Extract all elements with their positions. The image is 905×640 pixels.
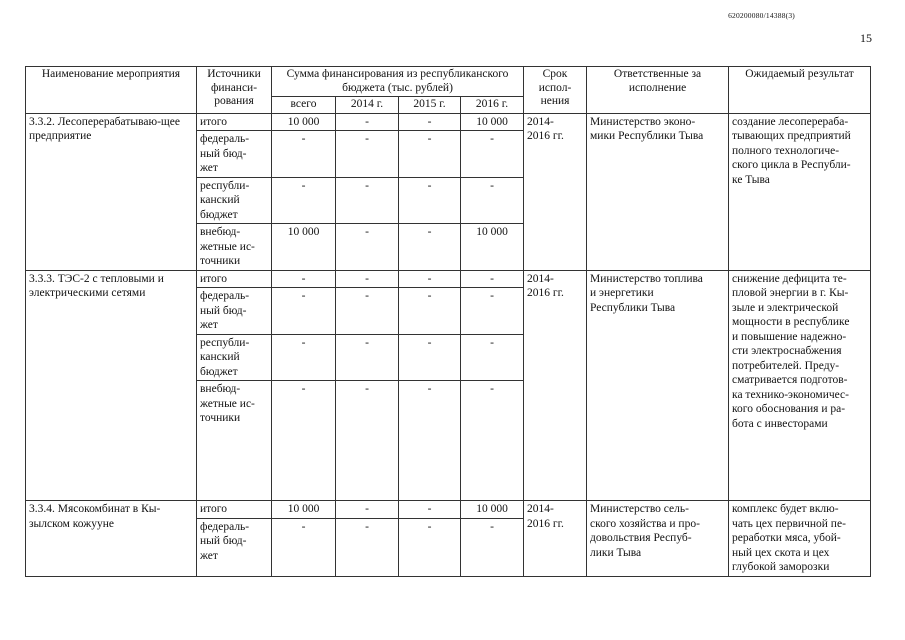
value-cell: - — [399, 501, 461, 519]
result-cell: комплекс будет вклю- чать цех первичной пе- реработки мяса, убой- ный цех скота и цех глубокой заморозки — [729, 501, 871, 577]
source-label: республи- канский бюджет — [197, 177, 272, 224]
measure-name: 3.3.3. ТЭС-2 с тепловыми и электрическими сетями — [26, 270, 197, 501]
source-label: федераль- ный бюд- жет — [197, 288, 272, 335]
source-label: итого — [197, 501, 272, 519]
value-cell: - — [272, 270, 336, 288]
header-result: Ожидаемый результат — [729, 67, 871, 114]
value-cell: - — [461, 177, 524, 224]
value-cell: - — [272, 381, 336, 501]
result-cell: создание лесоперераба- тывающих предприятий полного технологиче- ского цикла в Республи- ке Тыва — [729, 113, 871, 270]
result-cell: снижение дефицита те- пловой энергии в г. Кы- зыле и электрической мощности в республике и повышение надежно- сти электроснабжения потребителей. Преду- сматривается подготов- ка технико-экономичес- кого обоснования и ра- бота с инвесторами — [729, 270, 871, 501]
term-cell: 2014- 2016 гг. — [524, 270, 587, 501]
term-cell: 2014- 2016 гг. — [524, 501, 587, 577]
value-cell: - — [461, 381, 524, 501]
header-2014: 2014 г. — [336, 97, 399, 114]
value-cell: - — [336, 131, 399, 178]
value-cell: - — [461, 131, 524, 178]
source-label: федераль- ный бюд- жет — [197, 131, 272, 178]
value-cell: - — [461, 334, 524, 381]
value-cell: 10 000 — [272, 501, 336, 519]
value-cell: - — [336, 501, 399, 519]
value-cell: - — [399, 113, 461, 131]
value-cell: - — [336, 288, 399, 335]
value-cell: 10 000 — [461, 224, 524, 271]
value-cell: - — [399, 288, 461, 335]
responsible-cell: Министерство сель- ского хозяйства и про- довольствия Респуб- лики Тыва — [587, 501, 729, 577]
value-cell: - — [461, 288, 524, 335]
measure-name: 3.3.4. Мясокомбинат в Кы-зылском кожууне — [26, 501, 197, 577]
header-sources: Источники финанси-рования — [197, 67, 272, 114]
responsible-cell: Министерство топлива и энергетики Республики Тыва — [587, 270, 729, 501]
source-label: внебюд- жетные ис- точники — [197, 224, 272, 271]
source-label: внебюд- жетные ис- точники — [197, 381, 272, 501]
value-cell: 10 000 — [461, 501, 524, 519]
value-cell: - — [461, 518, 524, 576]
value-cell: - — [272, 518, 336, 576]
document-code: 620200080/14388(3) — [728, 11, 795, 20]
value-cell: - — [336, 334, 399, 381]
header-sum-group: Сумма финансирования из республиканского бюджета (тыс. рублей) — [272, 67, 524, 97]
source-label: республи- канский бюджет — [197, 334, 272, 381]
value-cell: - — [399, 334, 461, 381]
header-total: всего — [272, 97, 336, 114]
table-row — [26, 113, 871, 131]
page-number: 15 — [860, 31, 872, 45]
value-cell: - — [461, 270, 524, 288]
header-2015: 2015 г. — [399, 97, 461, 114]
value-cell: 10 000 — [272, 113, 336, 131]
value-cell: - — [272, 334, 336, 381]
value-cell: - — [399, 381, 461, 501]
source-label: итого — [197, 270, 272, 288]
value-cell: - — [399, 224, 461, 271]
source-label: федераль- ный бюд- жет — [197, 518, 272, 576]
financing-table — [25, 66, 871, 577]
value-cell: - — [272, 288, 336, 335]
table-row — [26, 270, 871, 288]
value-cell: - — [336, 224, 399, 271]
header-row-1 — [26, 67, 871, 97]
value-cell: - — [272, 177, 336, 224]
value-cell: - — [336, 518, 399, 576]
header-term: Срок испол-нения — [524, 67, 587, 114]
value-cell: - — [336, 113, 399, 131]
value-cell: - — [272, 131, 336, 178]
source-label: итого — [197, 113, 272, 131]
header-responsible: Ответственные за исполнение — [587, 67, 729, 114]
value-cell: - — [399, 270, 461, 288]
measure-name: 3.3.2. Лесоперерабатываю-щее предприятие — [26, 113, 197, 270]
value-cell: - — [399, 518, 461, 576]
value-cell: 10 000 — [461, 113, 524, 131]
header-2016: 2016 г. — [461, 97, 524, 114]
responsible-cell: Министерство эконо- мики Республики Тыва — [587, 113, 729, 270]
term-cell: 2014- 2016 гг. — [524, 113, 587, 270]
value-cell: - — [399, 131, 461, 178]
value-cell: - — [336, 381, 399, 501]
value-cell: - — [399, 177, 461, 224]
value-cell: - — [336, 270, 399, 288]
header-name: Наименование мероприятия — [26, 67, 197, 114]
value-cell: - — [336, 177, 399, 224]
value-cell: 10 000 — [272, 224, 336, 271]
table-row — [26, 501, 871, 519]
